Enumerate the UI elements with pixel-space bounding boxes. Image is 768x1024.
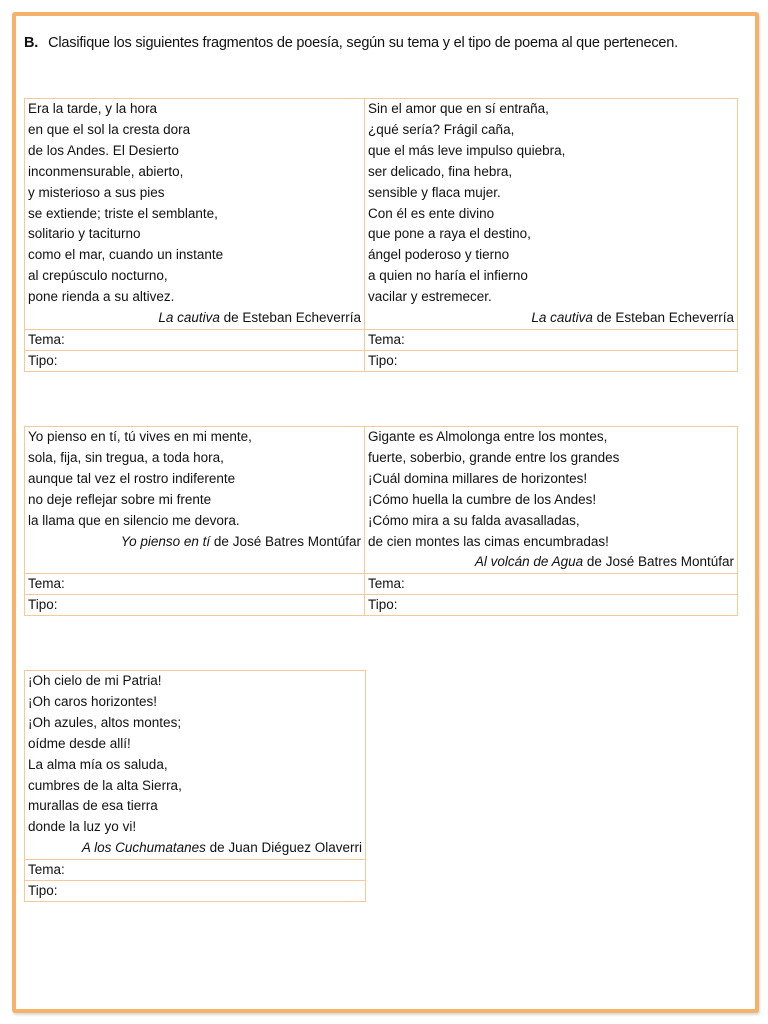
verse-line: la llama que en silencio me devora. <box>28 512 240 528</box>
verse-line: sensible y flaca mujer. <box>368 184 501 200</box>
instruction-letter: B. <box>24 35 39 51</box>
poem-work-title: Yo pienso en tí <box>120 533 211 549</box>
verse-line: no deje reflejar sobre mi frente <box>28 491 212 507</box>
poem-author: de José Batres Montúfar <box>583 554 734 570</box>
verse-line: ángel poderoso y tierno <box>368 247 510 263</box>
exercise-table-3 <box>24 670 366 902</box>
verse-line: en que el sol la cresta dora <box>28 121 191 137</box>
poem-author: de Esteban Echeverría <box>219 310 361 326</box>
poem-fragment-4 <box>365 427 738 574</box>
verse-line: ser delicado, fina hebra, <box>368 163 513 179</box>
tipo-field[interactable]: Tipo: <box>25 595 365 616</box>
verse-line: La alma mía os saluda, <box>28 756 168 772</box>
tema-field[interactable]: Tema: <box>25 329 365 350</box>
poem-work-title: La cautiva <box>531 310 593 326</box>
instruction <box>24 35 678 51</box>
verse-line: oídme desde allí! <box>28 735 131 751</box>
poem-fragment-2 <box>365 99 738 330</box>
poem-attribution <box>28 838 362 859</box>
tema-field[interactable]: Tema: <box>25 574 365 595</box>
verse-line: Gigante es Almolonga entre los montes, <box>368 429 608 444</box>
verse-line: fuerte, soberbio, grande entre los grandes <box>368 449 620 465</box>
tipo-field[interactable]: Tipo: <box>365 350 738 371</box>
verse-line: aunque tal vez el rostro indiferente <box>28 470 236 486</box>
verse-line: ¡Cuál domina millares de horizontes! <box>368 470 588 486</box>
verse-line: al crepúsculo nocturno, <box>28 268 168 284</box>
poem-work-title: La cautiva <box>158 310 220 326</box>
verse-line: ¡Oh caros horizontes! <box>28 693 158 709</box>
tipo-field[interactable]: Tipo: <box>25 881 366 902</box>
verse-line: murallas de esa tierra <box>28 798 158 814</box>
poem-fragment-3 <box>25 427 365 574</box>
verse-line: Yo pienso en tí, tú vives en mi mente, <box>28 429 252 444</box>
verse-line: cumbres de la alta Sierra, <box>28 777 182 793</box>
tipo-field[interactable]: Tipo: <box>25 350 365 371</box>
tema-field[interactable]: Tema: <box>365 329 738 350</box>
poem-work-title: A los Cuchumatanes <box>81 840 206 856</box>
verse-line: pone rienda a su altivez. <box>28 289 175 305</box>
verse-line: ¿qué sería? Frágil caña, <box>368 121 515 137</box>
poem-attribution <box>28 308 361 329</box>
verse-line: solitario y taciturno <box>28 226 141 242</box>
verse-line: que pone a raya el destino, <box>368 226 531 242</box>
poem-author: de Juan Diéguez Olaverri <box>205 840 362 856</box>
tema-field[interactable]: Tema: <box>365 574 738 595</box>
verse-line: Con él es ente divino <box>368 205 495 221</box>
verse-line: de cien montes las cimas encumbradas! <box>368 533 609 549</box>
exercise-table-1 <box>24 98 738 372</box>
verse-line: a quien no haría el infierno <box>368 268 528 284</box>
poem-work-title: Al volcán de Agua <box>474 554 584 570</box>
verse-line: vacilar y estremecer. <box>368 289 492 305</box>
tema-field[interactable]: Tema: <box>25 860 366 881</box>
verse-line: Era la tarde, y la hora <box>28 101 158 116</box>
tipo-field[interactable]: Tipo: <box>365 595 738 616</box>
instruction-text: Clasifique los siguientes fragmentos de poesía, según su tema y el tipo de poema al que pertenecen. <box>48 35 678 51</box>
verse-line: donde la luz yo vi! <box>28 819 137 835</box>
verse-line: y misterioso a sus pies <box>28 184 165 200</box>
verse-line: ¡Cómo mira a su falda avasalladas, <box>368 512 580 528</box>
exercise-table-2 <box>24 426 738 616</box>
poem-author: de Esteban Echeverría <box>592 310 734 326</box>
verse-line: de los Andes. El Desierto <box>28 142 179 158</box>
poem-attribution <box>368 308 734 329</box>
verse-line: ¡Cómo huella la cumbre de los Andes! <box>368 491 597 507</box>
verse-line: como el mar, cuando un instante <box>28 247 224 263</box>
verse-line: se extiende; triste el semblante, <box>28 205 218 221</box>
poem-attribution <box>28 532 361 553</box>
verse-line: Sin el amor que en sí entraña, <box>368 101 549 116</box>
poem-author: de José Batres Montúfar <box>210 533 361 549</box>
verse-line: ¡Oh azules, altos montes; <box>28 714 182 730</box>
poem-fragment-5 <box>25 671 366 860</box>
verse-line: sola, fija, sin tregua, a toda hora, <box>28 449 224 465</box>
verse-line: que el más leve impulso quiebra, <box>368 142 566 158</box>
verse-line: ¡Oh cielo de mi Patria! <box>28 673 162 688</box>
verse-line: inconmensurable, abierto, <box>28 163 184 179</box>
poem-attribution <box>368 552 734 573</box>
poem-fragment-1 <box>25 99 365 330</box>
